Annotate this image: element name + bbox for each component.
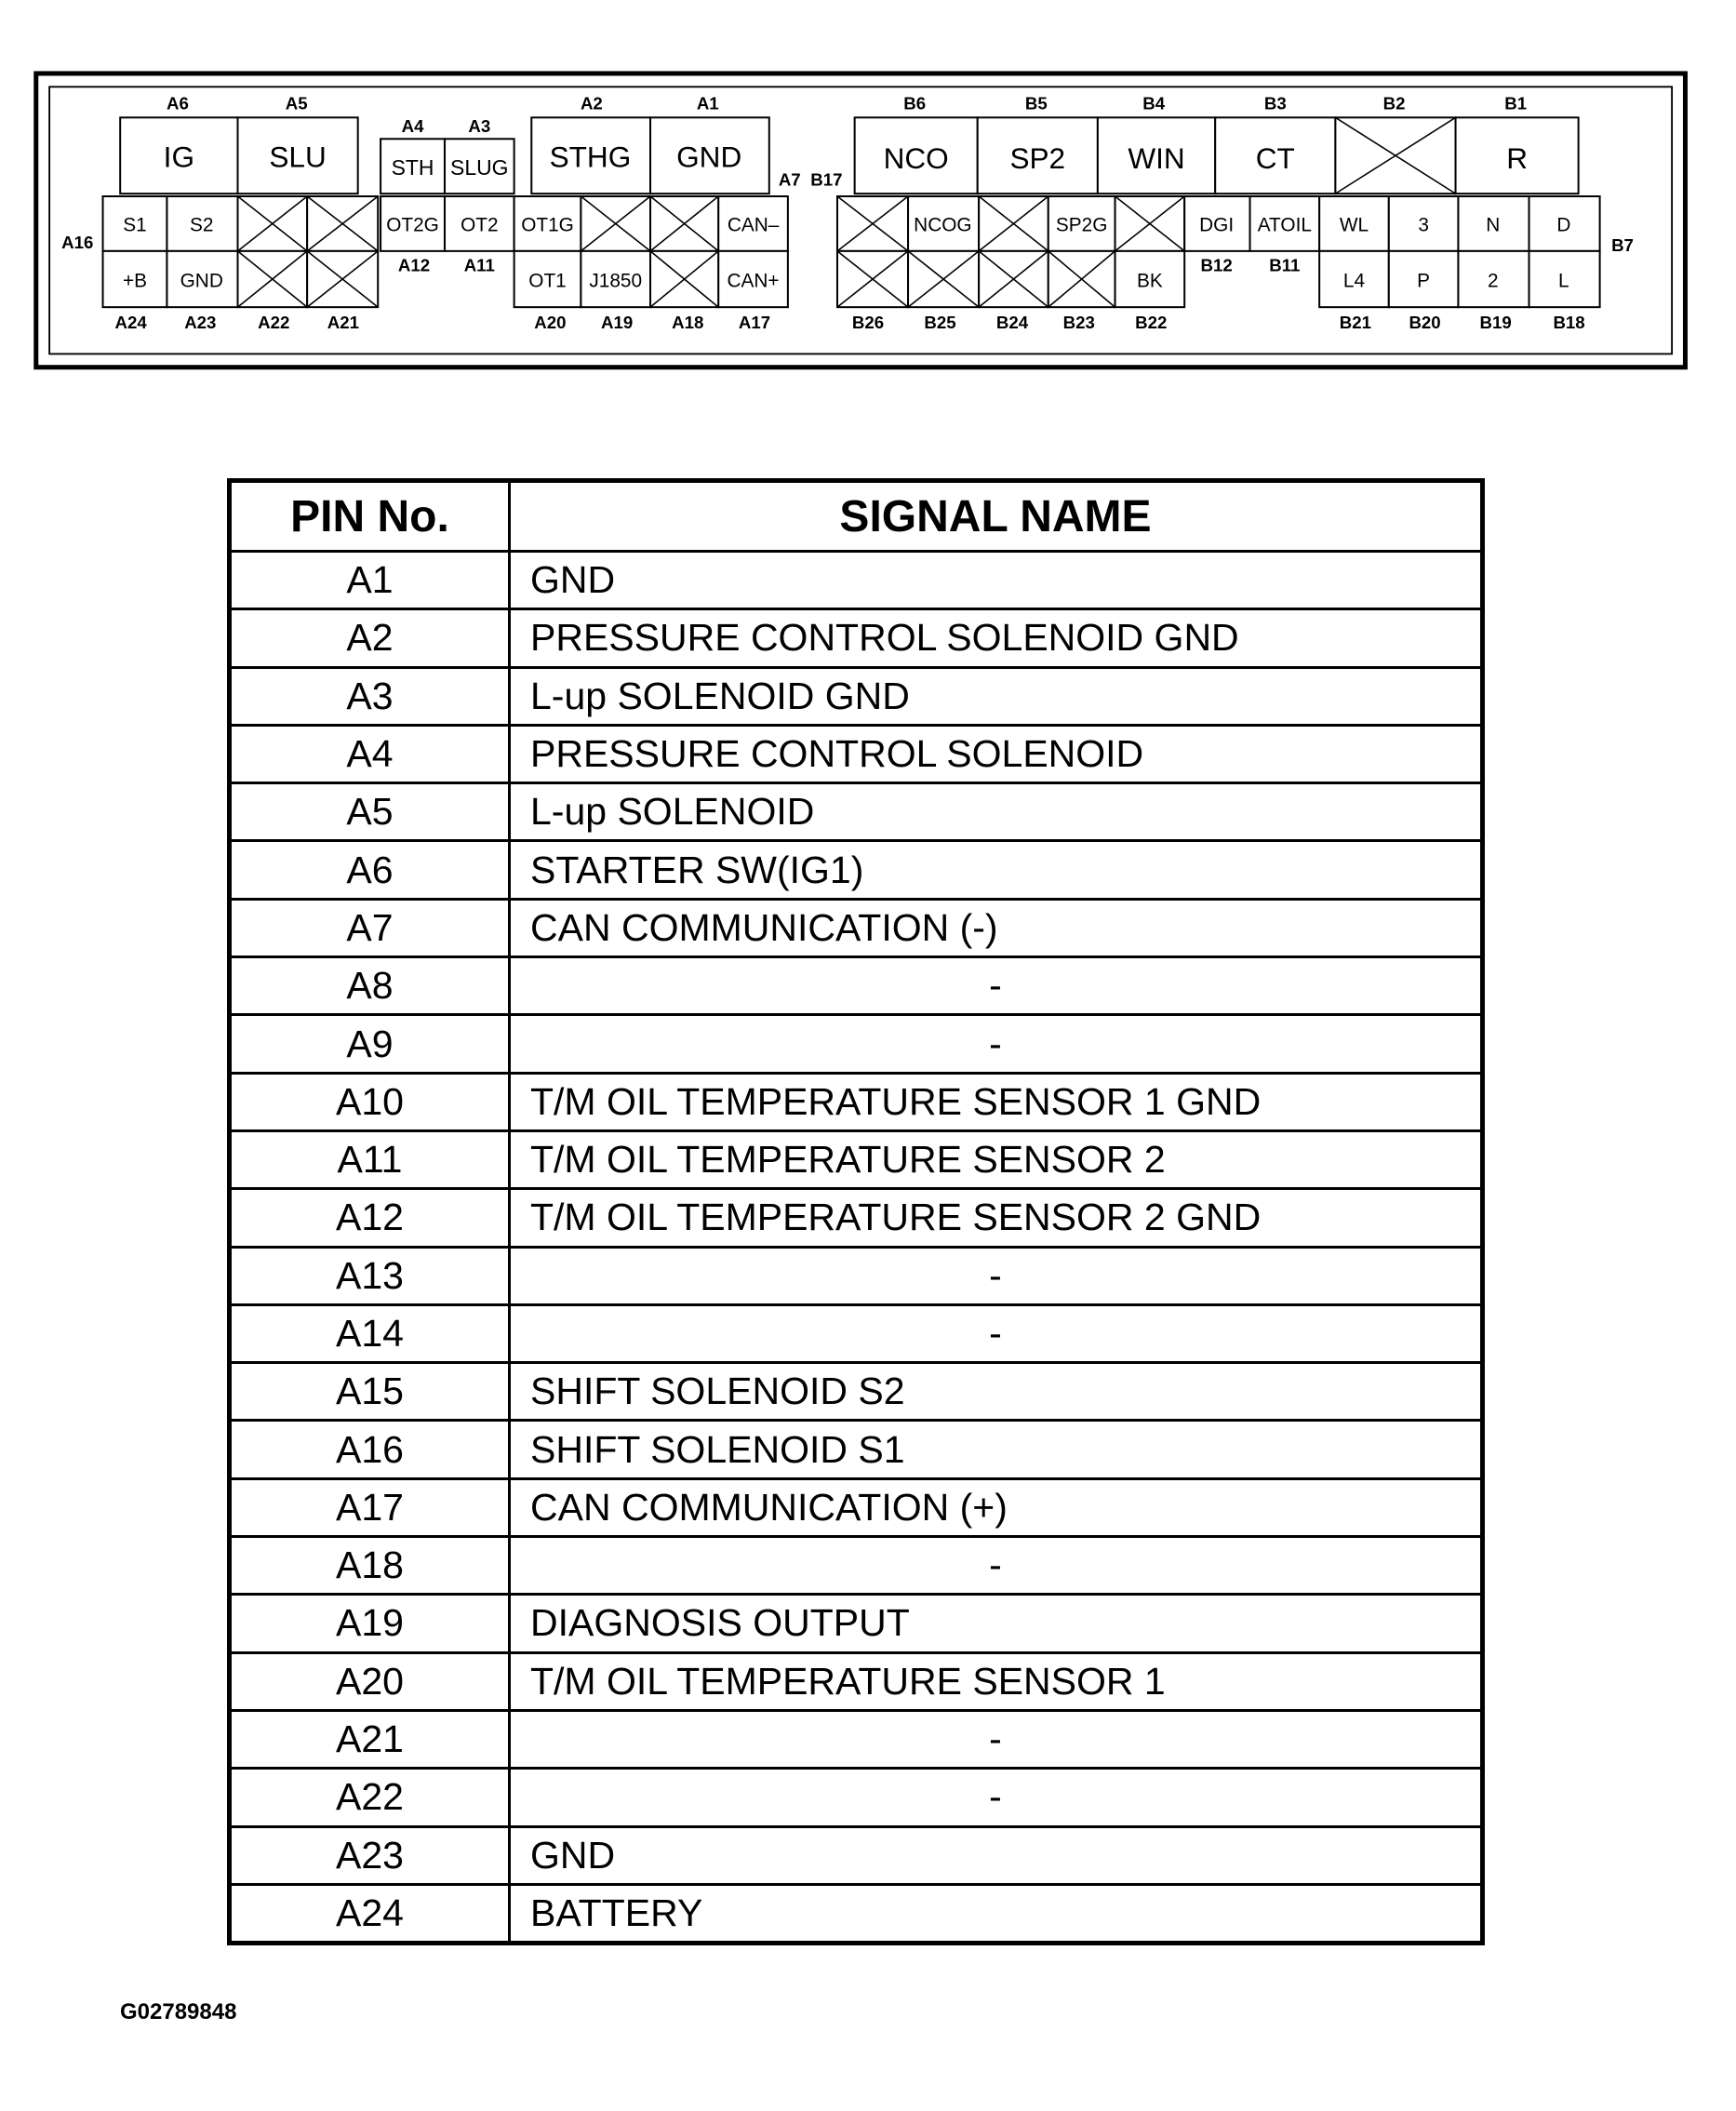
cell-signal-label: GND bbox=[180, 270, 223, 292]
pin-label-a16: A16 bbox=[61, 232, 94, 252]
table-row bbox=[232, 724, 1480, 782]
unused-cavity bbox=[307, 196, 378, 251]
signal-column-header: SIGNAL NAME bbox=[839, 491, 1152, 541]
pin-label-a20: A20 bbox=[534, 313, 567, 333]
signal-name-cell: - bbox=[989, 1775, 1002, 1819]
connector-cell-gnd-a1 bbox=[650, 117, 769, 194]
pin-number-cell: A11 bbox=[232, 1132, 511, 1187]
pin-label-b24: B24 bbox=[995, 313, 1029, 333]
pin-label-b20: B20 bbox=[1409, 313, 1441, 333]
connector-cell-can-minus bbox=[718, 196, 788, 251]
cell-signal-label: R bbox=[1506, 140, 1528, 175]
unused-cavity bbox=[237, 196, 307, 251]
connector-cell-j1850 bbox=[581, 251, 650, 307]
table-row bbox=[232, 1419, 1480, 1476]
pin-label-b4: B4 bbox=[1142, 93, 1166, 114]
cell-signal-label: OT1G bbox=[521, 214, 574, 236]
pin-number-cell: A18 bbox=[232, 1538, 511, 1593]
pin-label-a4: A4 bbox=[401, 116, 424, 137]
pin-number-cell: A20 bbox=[232, 1654, 511, 1709]
cell-signal-label: ATOIL bbox=[1257, 214, 1312, 236]
signal-name-cell: T/M OIL TEMPERATURE SENSOR 1 bbox=[530, 1659, 1166, 1703]
pin-column-header: PIN No. bbox=[232, 483, 511, 550]
cell-signal-label: WIN bbox=[1128, 140, 1185, 175]
cell-signal-label: IG bbox=[163, 140, 195, 174]
pin-label-a11: A11 bbox=[463, 255, 495, 275]
pin-number-cell: A12 bbox=[232, 1190, 511, 1245]
connector-cell-nco bbox=[855, 117, 978, 194]
pin-label-a12: A12 bbox=[397, 255, 431, 275]
connector-cell-ncog bbox=[908, 196, 979, 251]
cell-signal-label: OT1 bbox=[528, 270, 567, 292]
pin-number-cell: A5 bbox=[232, 784, 511, 839]
connector-pinout-diagram bbox=[0, 0, 1736, 387]
signal-name-cell: BATTERY bbox=[530, 1891, 703, 1934]
unused-cavity bbox=[979, 196, 1048, 251]
pin-label-a2: A2 bbox=[580, 93, 603, 114]
unused-cavity bbox=[581, 196, 650, 251]
pin-number-cell: A21 bbox=[232, 1712, 511, 1767]
table-row bbox=[232, 1535, 1480, 1593]
connector-cell-p bbox=[1389, 251, 1459, 307]
connector-cell-r bbox=[1456, 117, 1579, 194]
signal-name-cell: CAN COMMUNICATION (+) bbox=[530, 1485, 1008, 1529]
signal-name-cell: PRESSURE CONTROL SOLENOID GND bbox=[530, 616, 1239, 660]
signal-name-cell: CAN COMMUNICATION (-) bbox=[530, 905, 998, 949]
connector-cell-l4 bbox=[1319, 251, 1389, 307]
pin-label-a23: A23 bbox=[184, 313, 217, 333]
unused-cavity bbox=[1115, 196, 1185, 251]
table-row bbox=[232, 1651, 1480, 1709]
pin-label-a1: A1 bbox=[696, 93, 719, 114]
table-row bbox=[232, 1825, 1480, 1883]
signal-name-cell: PRESSURE CONTROL SOLENOID bbox=[530, 732, 1144, 776]
table-row bbox=[232, 608, 1480, 665]
table-row bbox=[232, 1593, 1480, 1650]
connector-cell-ot1 bbox=[514, 251, 581, 307]
pin-label-b19: B19 bbox=[1479, 313, 1512, 333]
pin-label-b5: B5 bbox=[1024, 93, 1048, 114]
pin-label-b17: B17 bbox=[810, 169, 843, 190]
connector-cell-slug bbox=[445, 139, 514, 194]
pin-signal-table bbox=[227, 478, 1485, 1945]
signal-name-cell: - bbox=[989, 1312, 1002, 1355]
pin-number-cell: A22 bbox=[232, 1770, 511, 1824]
unused-cavity bbox=[650, 251, 718, 307]
signal-name-cell: - bbox=[989, 1022, 1002, 1065]
cell-signal-label: CT bbox=[1255, 140, 1295, 175]
connector-cell-plus-b bbox=[103, 251, 167, 307]
connector-cell-bk bbox=[1115, 251, 1185, 307]
connector-cell-s2 bbox=[167, 196, 237, 251]
cell-signal-label: 2 bbox=[1487, 270, 1499, 292]
pin-label-a21: A21 bbox=[327, 313, 360, 333]
table-row bbox=[232, 550, 1480, 608]
signal-name-cell: T/M OIL TEMPERATURE SENSOR 2 GND bbox=[530, 1196, 1262, 1239]
connector-cell-wl bbox=[1319, 196, 1389, 251]
pin-number-cell: A10 bbox=[232, 1075, 511, 1129]
cell-signal-label: GND bbox=[676, 140, 742, 174]
connector-cell-sp2g bbox=[1048, 196, 1115, 251]
cell-signal-label: SP2G bbox=[1055, 214, 1108, 236]
connector-cell-slu bbox=[237, 117, 357, 194]
signal-name-cell: - bbox=[989, 1253, 1002, 1297]
pin-label-b25: B25 bbox=[924, 313, 956, 333]
cell-signal-label: CAN– bbox=[727, 214, 780, 236]
pin-label-b2: B2 bbox=[1382, 93, 1406, 114]
pin-label-b1: B1 bbox=[1504, 93, 1528, 114]
signal-name-cell: SHIFT SOLENOID S1 bbox=[530, 1427, 905, 1471]
cell-signal-label: CAN+ bbox=[727, 270, 780, 292]
pin-label-b26: B26 bbox=[851, 313, 885, 333]
signal-name-cell: L-up SOLENOID bbox=[530, 790, 815, 834]
table-row bbox=[232, 1013, 1480, 1071]
connector-cell-gnd-a23 bbox=[167, 251, 237, 307]
cell-signal-label: BK bbox=[1136, 270, 1163, 292]
signal-name-cell: GND bbox=[530, 558, 616, 602]
pin-number-cell: A15 bbox=[232, 1364, 511, 1419]
unused-cavity bbox=[237, 251, 307, 307]
cell-signal-label: D bbox=[1556, 214, 1571, 236]
pin-number-cell: A13 bbox=[232, 1249, 511, 1303]
cell-signal-label: S2 bbox=[190, 214, 214, 236]
connector-cell-sth bbox=[381, 139, 445, 194]
signal-name-cell: - bbox=[989, 1543, 1002, 1587]
pin-label-a22: A22 bbox=[258, 313, 290, 333]
connector-cell-n bbox=[1458, 196, 1529, 251]
pin-number-cell: A19 bbox=[232, 1596, 511, 1650]
pin-label-b18: B18 bbox=[1553, 313, 1585, 333]
pin-label-a18: A18 bbox=[672, 313, 704, 333]
table-row bbox=[232, 666, 1480, 724]
connector-cell-ot1g bbox=[514, 196, 581, 251]
unused-cavity bbox=[908, 251, 979, 307]
cell-signal-label: S1 bbox=[123, 214, 147, 236]
table-row bbox=[232, 1129, 1480, 1187]
cell-signal-label: STH bbox=[391, 155, 434, 180]
table-row bbox=[232, 898, 1480, 955]
pin-label-b22: B22 bbox=[1135, 313, 1168, 333]
pin-label-a24: A24 bbox=[114, 313, 147, 333]
connector-cell-l bbox=[1529, 251, 1600, 307]
cell-signal-label: DGI bbox=[1199, 214, 1235, 236]
table-row bbox=[232, 1883, 1480, 1941]
table-row bbox=[232, 1187, 1480, 1245]
connector-cell-2 bbox=[1458, 251, 1529, 307]
cell-signal-label: OT2G bbox=[386, 214, 439, 236]
connector-cell-ot2 bbox=[445, 196, 514, 251]
signal-name-cell: T/M OIL TEMPERATURE SENSOR 2 bbox=[530, 1138, 1166, 1182]
pin-label-b3: B3 bbox=[1263, 93, 1287, 114]
connector-cell-3 bbox=[1389, 196, 1459, 251]
pin-number-cell: A7 bbox=[232, 901, 511, 955]
table-header-row bbox=[232, 483, 1480, 550]
pin-number-cell: A23 bbox=[232, 1828, 511, 1883]
connector-b bbox=[810, 94, 1634, 332]
pin-number-cell: A14 bbox=[232, 1306, 511, 1361]
pin-number-cell: A1 bbox=[232, 553, 511, 608]
pin-label-a3: A3 bbox=[468, 116, 491, 137]
pin-number-cell: A3 bbox=[232, 669, 511, 724]
cell-signal-label: NCO bbox=[883, 140, 949, 175]
table-row bbox=[232, 1246, 1480, 1303]
pin-label-a6: A6 bbox=[166, 93, 189, 114]
cell-signal-label: P bbox=[1417, 270, 1431, 292]
connector-cell-ot2g bbox=[381, 196, 445, 251]
pin-number-cell: A24 bbox=[232, 1886, 511, 1941]
cell-signal-label: SLUG bbox=[450, 155, 509, 180]
connector-cell-d bbox=[1529, 196, 1600, 251]
connector-cell-atoil bbox=[1250, 196, 1320, 251]
pin-label-b6: B6 bbox=[903, 93, 927, 114]
pin-label-a19: A19 bbox=[601, 313, 634, 333]
table-row bbox=[232, 1477, 1480, 1535]
connector-cell-sp2 bbox=[978, 117, 1098, 194]
cell-signal-label: SP2 bbox=[1009, 140, 1066, 175]
pin-label-b7: B7 bbox=[1611, 234, 1634, 255]
cell-signal-label: STHG bbox=[549, 140, 632, 174]
table-row bbox=[232, 782, 1480, 839]
signal-name-cell: L-up SOLENOID GND bbox=[530, 674, 910, 717]
signal-name-cell: STARTER SW(IG1) bbox=[530, 848, 864, 891]
pin-number-cell: A6 bbox=[232, 842, 511, 897]
table-row bbox=[232, 955, 1480, 1013]
connector-cell-sthg bbox=[531, 117, 650, 194]
unused-cavity bbox=[837, 196, 908, 251]
connector-cell-s1 bbox=[103, 196, 167, 251]
pin-label-b23: B23 bbox=[1062, 313, 1095, 333]
cell-signal-label: J1850 bbox=[589, 270, 643, 292]
signal-name-cell: DIAGNOSIS OUTPUT bbox=[530, 1601, 910, 1645]
pin-number-cell: A2 bbox=[232, 610, 511, 665]
signal-name-cell: GND bbox=[530, 1833, 616, 1877]
cell-signal-label: +B bbox=[122, 270, 147, 292]
cell-signal-label: N bbox=[1486, 214, 1501, 236]
pin-number-cell: A4 bbox=[232, 727, 511, 782]
table-row bbox=[232, 1072, 1480, 1129]
pin-number-cell: A17 bbox=[232, 1480, 511, 1535]
connector-cell-ct bbox=[1215, 117, 1335, 194]
unused-cavity bbox=[307, 251, 378, 307]
signal-name-cell: - bbox=[989, 1717, 1002, 1761]
connector-cell-win bbox=[1098, 117, 1215, 194]
pin-label-a17: A17 bbox=[738, 313, 771, 333]
pin-number-cell: A9 bbox=[232, 1016, 511, 1071]
table-row bbox=[232, 1767, 1480, 1824]
connector-cell-can-plus bbox=[718, 251, 788, 307]
connector-cell-dgi bbox=[1184, 196, 1249, 251]
pin-label-b21: B21 bbox=[1339, 313, 1372, 333]
table-row bbox=[232, 1361, 1480, 1419]
table-row bbox=[232, 1303, 1480, 1361]
table-row bbox=[232, 1709, 1480, 1767]
pin-label-a5: A5 bbox=[285, 93, 308, 114]
pin-label-a7: A7 bbox=[778, 169, 801, 190]
unused-cavity bbox=[979, 251, 1048, 307]
cell-signal-label: WL bbox=[1339, 214, 1369, 236]
unused-cavity bbox=[650, 196, 718, 251]
cell-signal-label: NCOG bbox=[914, 214, 972, 236]
cell-signal-label: L bbox=[1558, 270, 1569, 292]
unused-cavity bbox=[1335, 117, 1455, 194]
cell-signal-label: 3 bbox=[1418, 214, 1429, 236]
cell-signal-label: SLU bbox=[269, 140, 327, 174]
pin-label-b12: B12 bbox=[1200, 255, 1233, 275]
table-row bbox=[232, 839, 1480, 897]
signal-name-cell: SHIFT SOLENOID S2 bbox=[530, 1369, 905, 1413]
table-body bbox=[232, 550, 1480, 1941]
signal-name-cell: - bbox=[989, 964, 1002, 1008]
unused-cavity bbox=[837, 251, 908, 307]
pin-label-b11: B11 bbox=[1269, 255, 1301, 275]
pin-number-cell: A16 bbox=[232, 1422, 511, 1476]
figure-id: G02789848 bbox=[120, 1999, 237, 2024]
cell-signal-label: OT2 bbox=[461, 214, 499, 236]
connector-cell-ig bbox=[120, 117, 237, 194]
pin-number-cell: A8 bbox=[232, 958, 511, 1013]
connector-a bbox=[61, 94, 801, 332]
cell-signal-label: L4 bbox=[1342, 270, 1366, 292]
signal-name-cell: T/M OIL TEMPERATURE SENSOR 1 GND bbox=[530, 1079, 1262, 1123]
unused-cavity bbox=[1048, 251, 1115, 307]
